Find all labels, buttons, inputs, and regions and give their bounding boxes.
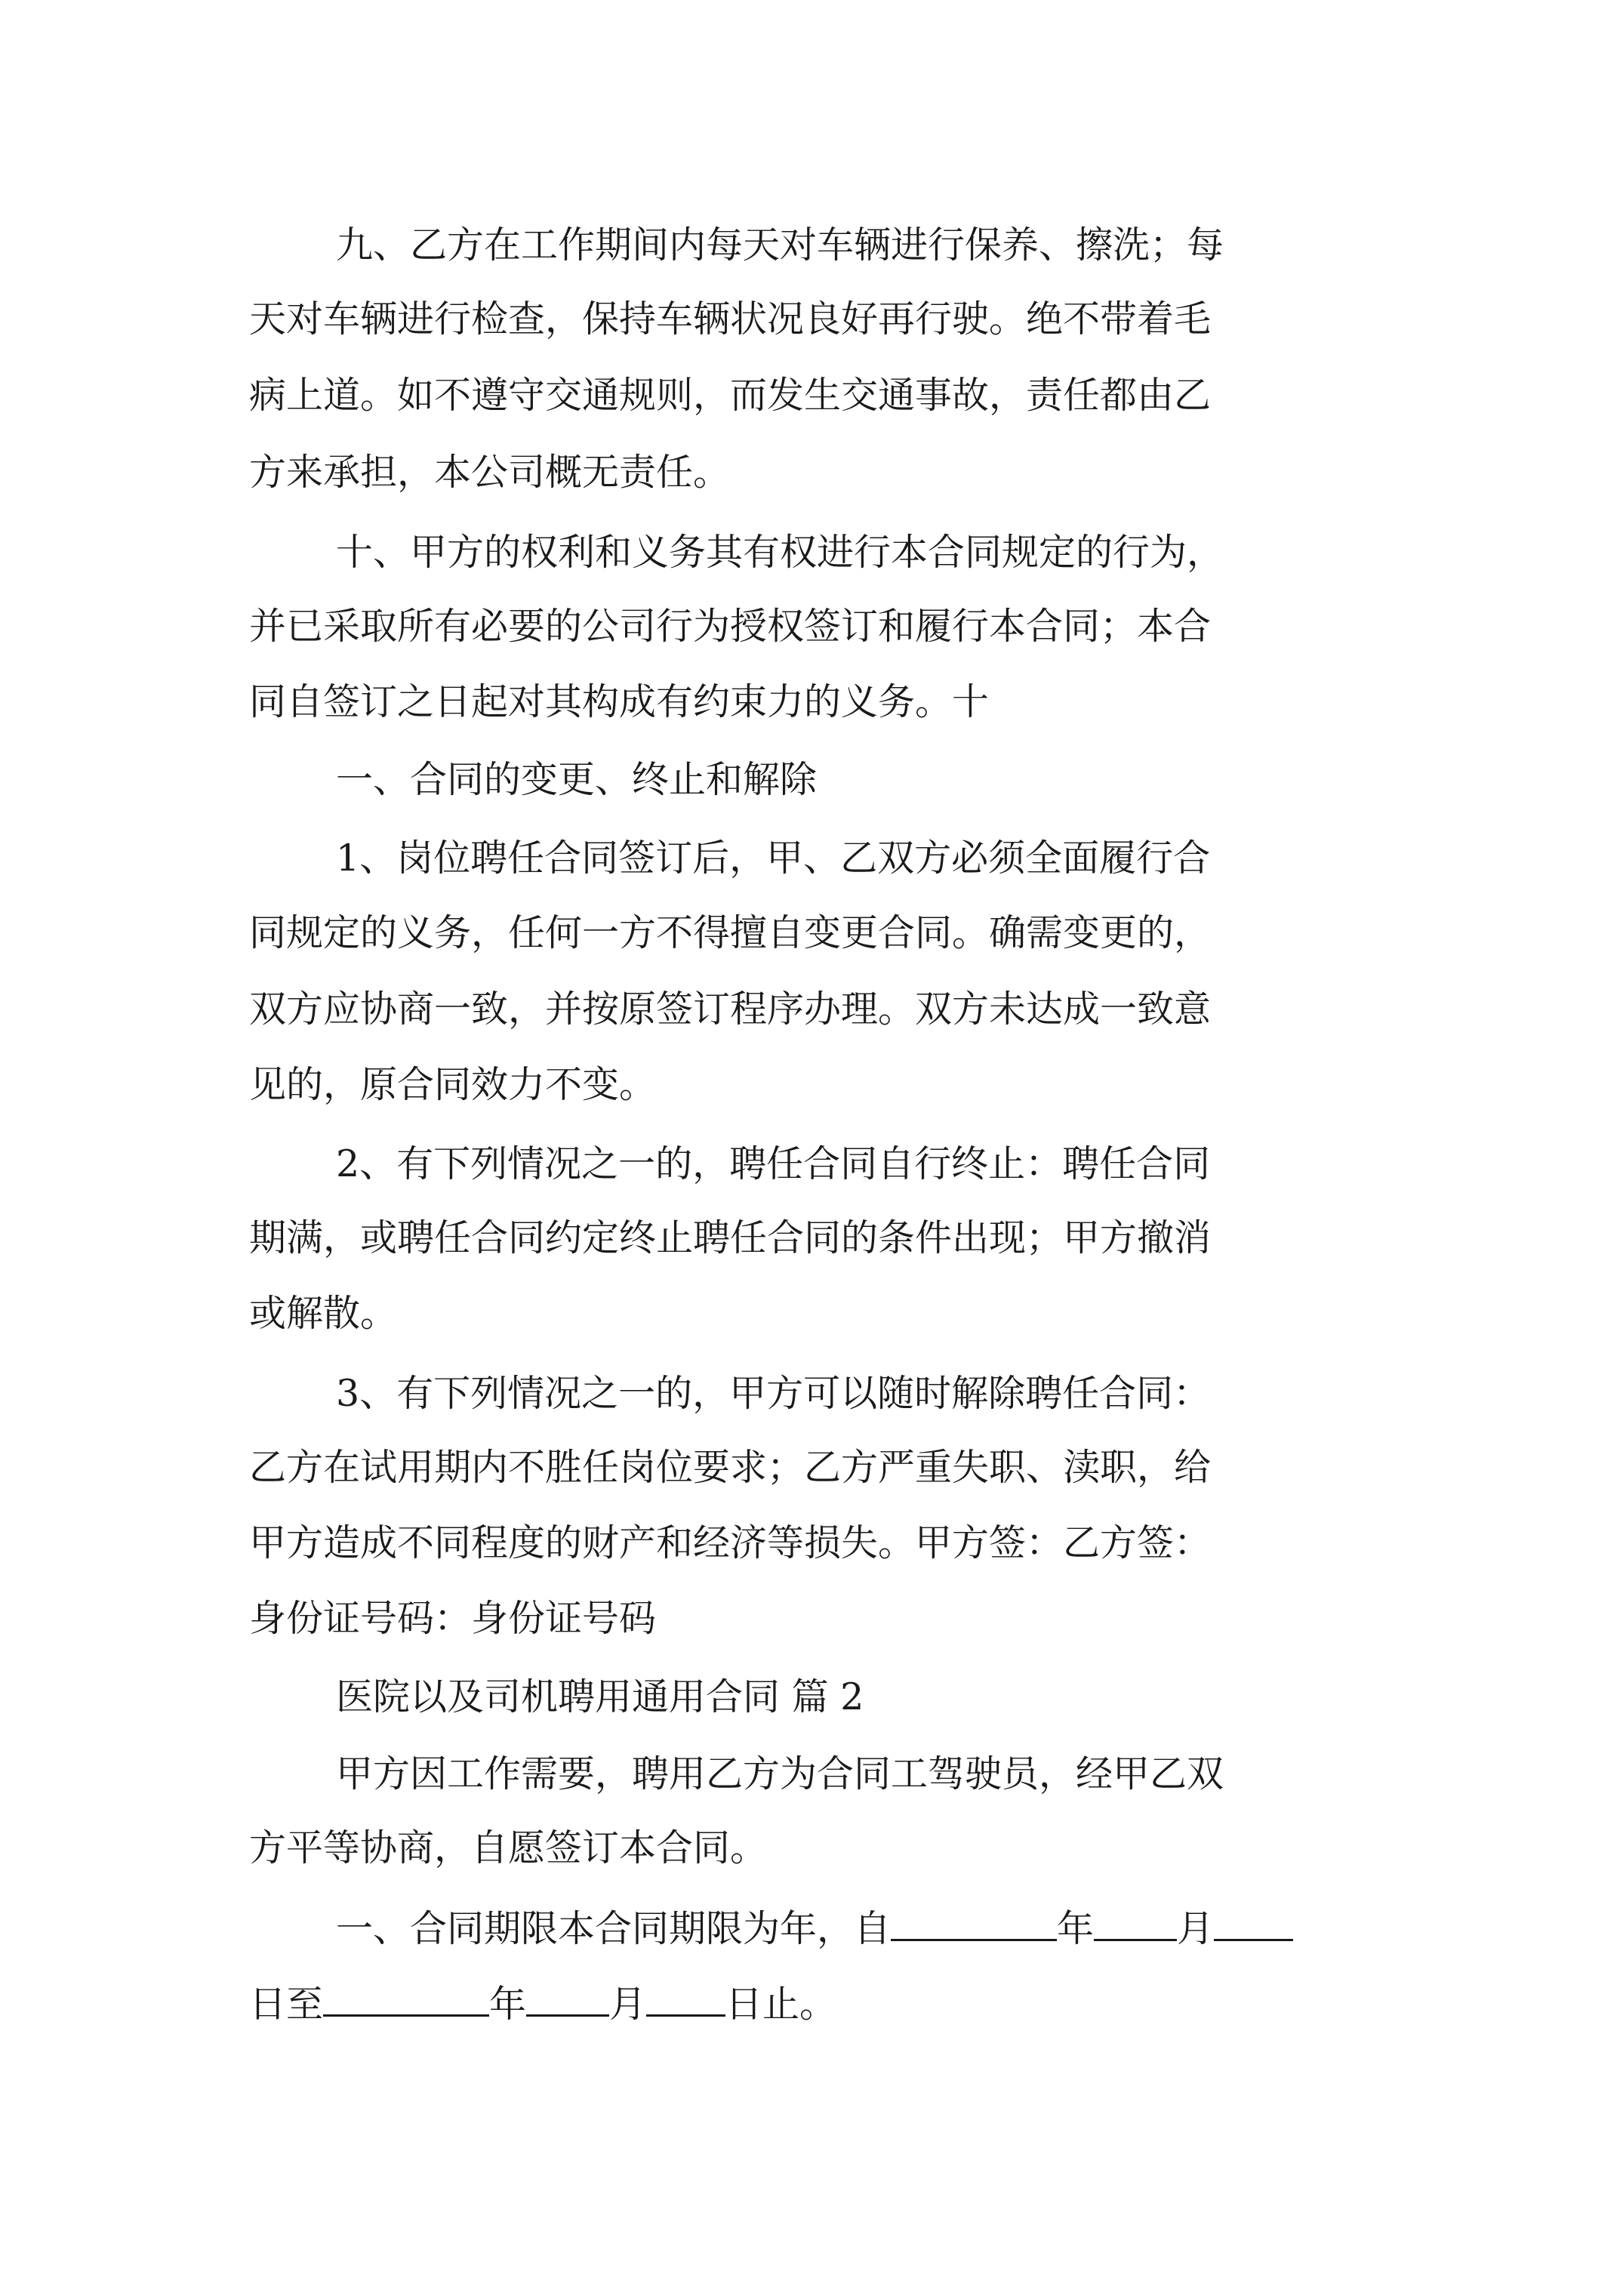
year-blank [891, 1906, 1057, 1941]
paragraph-line: 并已采取所有必要的公司行为授权签订和履行本合同；本合 [249, 605, 1212, 648]
paragraph-line: 天对车辆进行检查，保持车辆状况良好再行驶。绝不带着毛 [249, 297, 1212, 341]
document-title: 医院以及司机聘用通用合同 篇 2 [336, 1675, 864, 1718]
paragraph-line: 3、有下列情况之一的，甲方可以随时解除聘任合同： [336, 1372, 1211, 1415]
month-blank [526, 1981, 609, 2017]
year-blank [323, 1981, 489, 2017]
paragraph-line: 甲方造成不同程度的财产和经济等损失。甲方签：乙方签： [249, 1521, 1212, 1564]
paragraph-line: 期满，或聘任合同约定终止聘任合同的条件出现；甲方撤消 [249, 1216, 1212, 1259]
paragraph-line: 甲方因工作需要，聘用乙方为合同工驾驶员，经甲乙双 [336, 1752, 1224, 1795]
term-prefix: 一、合同期限本合同期限为年，自 [336, 1907, 892, 1950]
year-label: 年 [1057, 1907, 1095, 1950]
paragraph-line: 双方应协商一致，并按原签订程序办理。双方未达成一致意 [249, 988, 1212, 1031]
paragraph-line: 或解散。 [249, 1292, 398, 1335]
paragraph-line: 九、乙方在工作期间内每天对车辆进行保养、擦洗；每 [336, 223, 1224, 267]
contract-term-line-1 [336, 1906, 1293, 1951]
paragraph-line: 乙方在试用期内不胜任岗位要求；乙方严重失职、渎职，给 [249, 1446, 1212, 1489]
paragraph-line: 身份证号码：身份证号码 [249, 1597, 657, 1640]
paragraph-line: 病上道。如不遵守交通规则，而发生交通事故，责任都由乙 [249, 374, 1212, 417]
month-blank [1094, 1906, 1177, 1941]
paragraph-line: 2、有下列情况之一的，聘任合同自行终止：聘任合同 [336, 1142, 1211, 1185]
term-suffix: 日止。 [725, 1983, 837, 2026]
paragraph-line: 方来承担，本公司概无责任。 [249, 451, 731, 494]
section-heading: 一、合同的变更、终止和解除 [336, 758, 818, 801]
day-blank [646, 1981, 725, 2017]
paragraph-line: 方平等协商，自愿签订本合同。 [249, 1826, 768, 1869]
contract-term-line-2 [249, 1981, 836, 2026]
term-prefix: 日至 [249, 1983, 324, 2026]
paragraph-line: 见的，原合同效力不变。 [249, 1063, 657, 1106]
paragraph-line: 十、甲方的权利和义务其有权进行本合同规定的行为， [336, 531, 1224, 574]
day-blank [1214, 1906, 1293, 1941]
paragraph-line: 同规定的义务，任何一方不得擅自变更合同。确需变更的， [249, 911, 1212, 954]
month-label: 月 [1177, 1907, 1215, 1950]
month-label: 月 [609, 1983, 647, 2026]
paragraph-line: 同自签订之日起对其构成有约束力的义务。十 [249, 680, 990, 723]
year-label: 年 [489, 1983, 527, 2026]
paragraph-line: 1、岗位聘任合同签订后，甲、乙双方必须全面履行合 [336, 837, 1211, 880]
